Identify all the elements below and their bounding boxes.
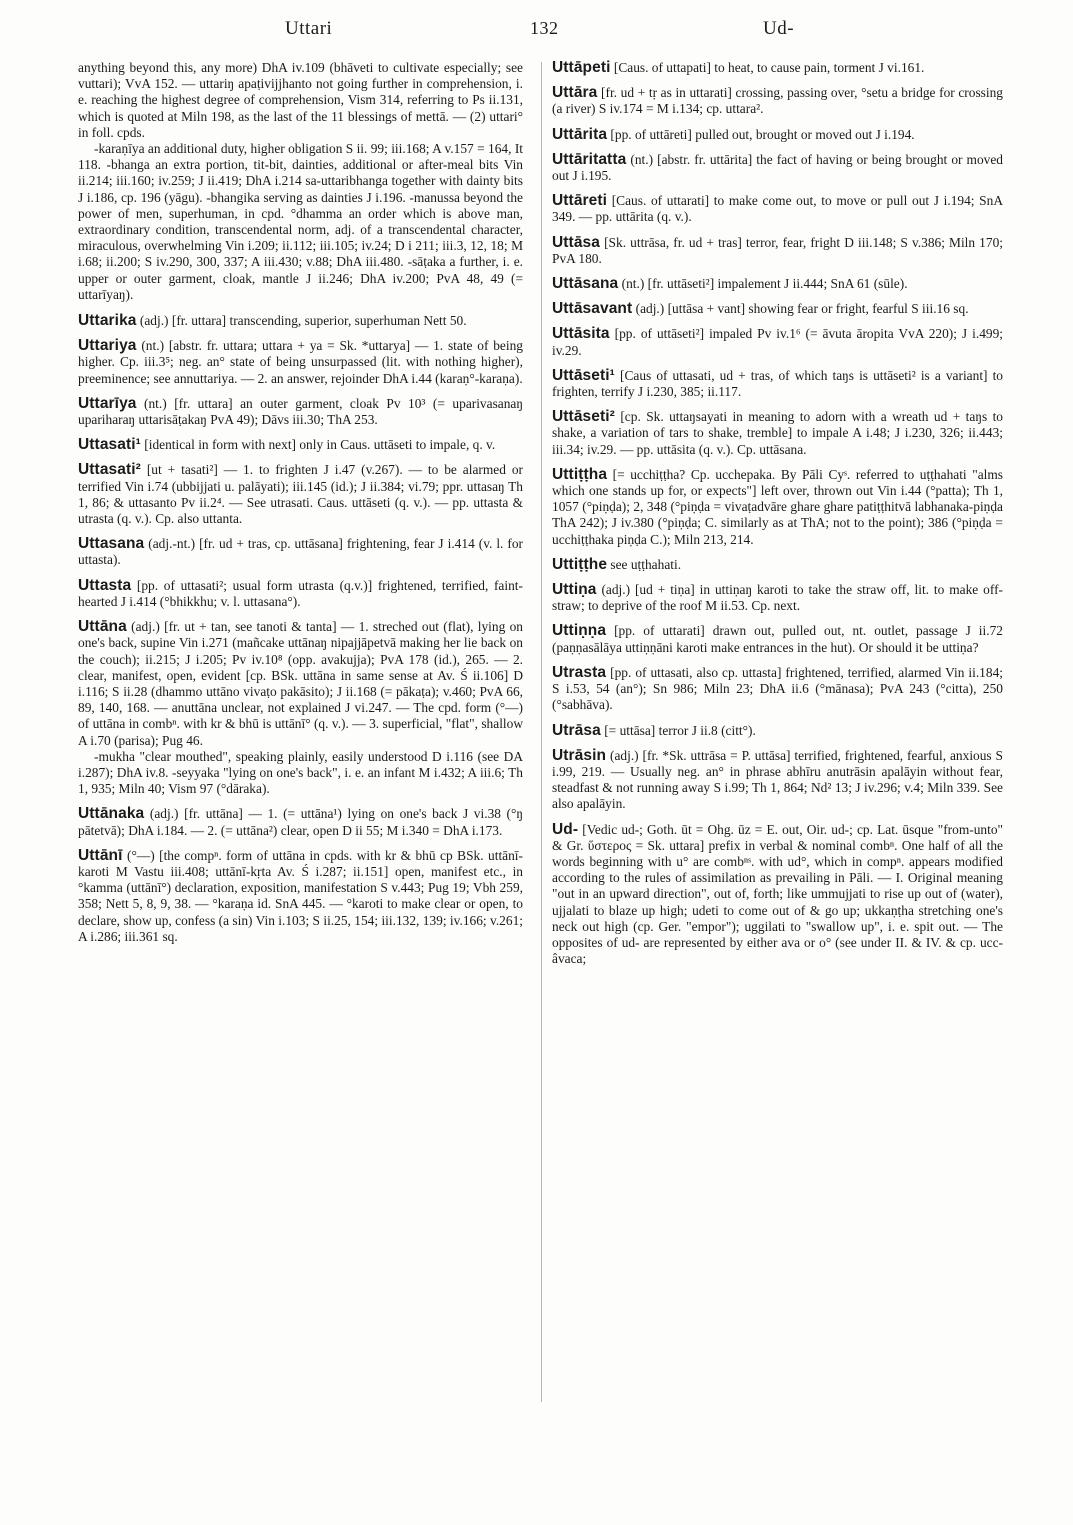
headword: Uttāritatta bbox=[552, 150, 627, 168]
entry-text: [Caus of uttasati, ud + tras, of which taŋs is uttāseti² is a variant] to frighten, terrify J i.230, 385; ii.117. bbox=[552, 367, 1003, 400]
headword: Uttāreti bbox=[552, 192, 608, 210]
headword: Uttārita bbox=[552, 125, 608, 143]
entry-text: [= ucchiṭṭha? Cp. ucchepaka. By Pāli Cyˢ. referred to uṭṭhahati "alms which one stands up for, or expects"] left over, thrown out Vin i.44 (°patta); Th 1, 1057 (°piṇḍa); 2, 348 (°piṇḍa = vivaṭadvāre ghare ghare patiṭṭhitvā labhanaka-piṇḍa ThA 242); J iv.380 (°piṇḍa; C. similarly as at ThA; not to the point); 386 (°piṇḍa = ucchiṭṭhaka piṇḍa C.); Miln 213, 214. bbox=[552, 466, 1003, 547]
entry-text: (adj.) [fr. ut + tan, see tanoti & tanta] — 1. streched out (flat), lying on one's back, supine Vin i.271 (mañcake uttānaŋ nipajjāpetvā making her lie back on the couch); ii.215; J i.205; Pv iv.10⁸ (opp. avakujja); PvA 178 (id.), 265. — 2. clear, manifest, open, evident [cp. BSk. uttāna in same sense at Av. Ś ii.106] D i.116; S ii.28 (dhammo uttāno vivaṭo pakāsito); J ii.168 (= pākaṭa); v.460; PvA 66, 89, 140, 168. — anuttāna unclear, not explained J vi.247. — The cpd. form (°—) of uttāna in combⁿ. with kr & bhū is uttānī° (q. v.). — 3. superficial, "flat", shallow A i.70 (parisa); Pug 46. bbox=[78, 619, 523, 748]
entry-text: [Caus. of uttarati] to make come out, to move or pull out J i.194; SnA 349. — pp. uttārita (q. v.). bbox=[552, 193, 1003, 225]
dictionary-entry bbox=[78, 396, 523, 428]
headword: Utrāsin bbox=[552, 746, 607, 764]
entry-text: [pp. of uttasati²; usual form utrasta (q.v.)] frightened, terrified, faint-hearted J i.414 (°bhikkhu; v. l. uttasana°). bbox=[78, 577, 523, 609]
entry-text: [pp. of uttāreti] pulled out, brought or moved out J i.194. bbox=[610, 126, 915, 142]
headword: Uttāsa bbox=[552, 233, 600, 251]
dictionary-entry bbox=[552, 582, 1003, 614]
entry-text: [= uttāsa] terror J ii.8 (citt°). bbox=[604, 722, 756, 738]
dictionary-entry bbox=[552, 276, 1003, 292]
entry-text: [Sk. uttrāsa, fr. ud + tras] terror, fear, fright D iii.148; S v.386; Miln 170; PvA 180. bbox=[552, 234, 1003, 266]
headword: Uttiṭṭhe bbox=[552, 555, 608, 573]
dictionary-entry bbox=[78, 60, 523, 303]
headword: Uttiṭṭha bbox=[552, 465, 608, 483]
entry-text: [Caus. of uttapati] to heat, to cause pain, torment J vi.161. bbox=[613, 60, 925, 75]
dictionary-entry bbox=[552, 193, 1003, 225]
dictionary-entry bbox=[78, 437, 523, 453]
header-left-guideword: Uttari bbox=[285, 18, 333, 39]
headword: Uttarika bbox=[78, 312, 137, 330]
headword: Uttasana bbox=[78, 535, 145, 553]
entry-text: (adj.) [ud + tiṇa] in uttiṇaŋ karoti to take the straw off, lit. to make off-straw; to deprive of the roof M ii.53. Cp. next. bbox=[552, 582, 1003, 614]
headword: Uttasati² bbox=[78, 461, 141, 479]
dictionary-entry bbox=[78, 806, 523, 838]
entry-subentries: -karaṇīya an additional duty, higher obligation S ii. 99; iii.168; A v.157 = 164, It 118. -bhanga an extra portion, tit-bit, dainties, additional or after-meal bits Vin ii.214; iii.160; iv.259; J ii.419; DhA i.214 sa-uttaribhanga together with dainty bits J i.186, cp. 196 (yāgu). -bhangika serving as dainties J i.196. -manussa beyond the power of men, superhuman, in cpd. °dhamma an order which is above man, extraordinary condition, transcendental norm, adj. of a transcendental character, miraculous, overwhelming Vin i.209; ii.112; iii.105; iv.24; D i 211; iii.3, 12, 18; M i.68; ii.200; S iv.290, 300, 337; A iii.430; v.88; DhA iii.480. -sāṭaka a further, i. e. upper or outer garment, cloak, mantle J ii.246; DhA iv.200; PvA 48, 49 (= uttarīyaŋ). bbox=[78, 141, 523, 302]
headword: Uttāpeti bbox=[552, 59, 611, 76]
page-number: 132 bbox=[530, 18, 559, 38]
dictionary-entry bbox=[552, 623, 1003, 655]
headword: Uttiṇa bbox=[552, 581, 597, 599]
dictionary-entry bbox=[552, 409, 1003, 458]
dictionary-entry bbox=[552, 723, 1003, 739]
entry-text: [pp. of uttarati] drawn out, pulled out, nt. outlet, passage J ii.72 (paṇṇasālāya uttiṇṇāni karoti make entrances in the hut). Or should it be uttiṇa? bbox=[552, 623, 1003, 655]
dictionary-entry bbox=[78, 619, 523, 797]
entry-text: [identical in form with next] only in Caus. uttāseti to impale, q. v. bbox=[144, 437, 496, 453]
entry-text: anything beyond this, any more) DhA iv.109 (bhāveti to cultivate especially; see vuttari); VvA 152. — uttariŋ apaṭivijjhanto not going further in comprehension, i. e. reaching the highest degree of comprehension, Vism 314, referring to Ps ii.131, which is quoted at Miln 198, as the last of the 11 blessings of mettā. — (2) uttari° in foll. cpds. bbox=[78, 60, 523, 140]
entry-text: (adj.) [fr. *Sk. uttrāsa = P. uttāsa] terrified, frightened, fearful, anxious S i.99, 219. — Usually neg. an° in phrase abhīru anutrāsin apalāyin without fear, steadfast & not running away S i.99; Th 1, 864; Nd² 13; J iv.296; v.4; Miln 339. See also apalāyin. bbox=[552, 747, 1003, 812]
headword: Uttāseti² bbox=[552, 408, 615, 426]
dictionary-entry bbox=[552, 368, 1003, 400]
dictionary-entry bbox=[78, 848, 523, 945]
dictionary-entry bbox=[78, 462, 523, 527]
entry-text: [cp. Sk. uttaŋsayati in meaning to adorn with a wreath ud + taŋs to shake, a variation of tars to shake, tremble] to impale A i.48; J i.230, 326; ii.443; iii.34; iv.29. — pp. uttāsita (q. v.). Cp. uttāsana. bbox=[552, 409, 1004, 457]
headword: Uttāsana bbox=[552, 275, 619, 293]
entry-text: [Vedic ud-; Goth. ūt = Ohg. ūz = E. out, Oir. ud-; cp. Lat. ūsque "from-unto" & Gr. ὕστερος = Sk. uttara] prefix in verbal & nominal combⁿ. One half of all the words beginning with u° are combⁿˢ. with ud°, which in compⁿ. appears modified according to the rules of assimilation as prevailing in Pāli. — I. Original meaning "out in an upward direction", out of, forth; like ummujjati to rise up out of (water), ujjalati to blaze up high; udeti to come out of & go up; ukkaṇṭha stretching one's neck out high (cp. Ger. "empor"); uggilati to "swallow up", i. e. spit out. — The opposites of ud- are represented by either ava or o° (see under II. & IV. & cp. ucc-âvaca; bbox=[552, 821, 1003, 967]
headword: Uttāsita bbox=[552, 325, 610, 343]
column-divider bbox=[541, 62, 542, 1402]
headword: Uttasati¹ bbox=[78, 436, 141, 454]
headword: Ud- bbox=[552, 820, 579, 838]
entry-text: (nt.) [fr. uttara] an outer garment, cloak Pv 10³ (= uparivasanaŋ upariharaŋ uttarisāṭakaŋ PvA 49); Dāvs iii.30; ThA 253. bbox=[78, 395, 523, 428]
headword: Uttarīya bbox=[78, 394, 137, 412]
dictionary-entry bbox=[78, 338, 523, 387]
entry-subentries: -mukha "clear mouthed", speaking plainly, easily understood D i.116 (see DA i.287); DhA iv.8. -seyyaka "lying on one's back", i. e. an infant M i.432; A iii.6; Th 1, 935; Miln 40; Vism 97 (°dāraka). bbox=[78, 748, 523, 797]
headword: Uttāseti¹ bbox=[552, 366, 615, 384]
dictionary-entry bbox=[552, 235, 1003, 267]
headword: Uttānaka bbox=[78, 805, 145, 823]
entry-text: (adj.) [fr. uttara] transcending, superior, superhuman Nett 50. bbox=[139, 313, 467, 329]
entry-text: (nt.) [fr. uttāseti²] impalement J ii.444; SnA 61 (sūle). bbox=[621, 276, 908, 292]
headword: Uttāna bbox=[78, 618, 127, 636]
dictionary-entry bbox=[552, 748, 1003, 813]
dictionary-entry bbox=[552, 326, 1003, 358]
entry-text: (°—) [the compⁿ. form of uttāna in cpds. with kr & bhū cp BSk. uttānī-karoti M Vastu iii.408; uttānī-kṛta Av. Ś i.287; ii.151] open, manifest etc., in °kamma (uttānī°) declaration, exposition, manifestation S v.443; Pug 19; Vbh 259, 358; Nett 5, 8, 9, 38. — °karaṇa id. SnA 445. — °karoti to make clear or open, to declare, show up, confess (a sin) Vin i.103; S ii.25, 154; iii.132, 139; iv.166; v.261; A i.286; iii.361 sq. bbox=[78, 847, 523, 944]
entry-text: (adj.-nt.) [fr. ud + tras, cp. uttāsana] frightening, fear J i.414 (v. l. for uttasta). bbox=[78, 536, 523, 568]
entry-text: see uṭṭhahati. bbox=[610, 556, 682, 572]
headword: Uttariya bbox=[78, 337, 137, 355]
header-right-guideword: Ud- bbox=[763, 18, 795, 39]
entry-text: [pp. of uttasati, also cp. uttasta] frightened, terrified, alarmed Vin ii.184; S i.53, 54 (an°); Sn 986; Miln 23; DhA ii.6 (°mānasa); PvA 243 (°citta), 250 (°sabhāva). bbox=[552, 664, 1003, 713]
dictionary-entry bbox=[552, 557, 1003, 573]
left-column bbox=[78, 60, 523, 954]
headword: Uttāsavant bbox=[552, 300, 633, 318]
dictionary-entry bbox=[552, 127, 1003, 143]
headword: Uttasta bbox=[78, 576, 132, 594]
dictionary-entry bbox=[78, 578, 523, 610]
entry-text: (nt.) [abstr. fr. uttara; uttara + ya = Sk. *uttarya] — 1. state of being higher. Cp. iii.3⁵; neg. an° state of being unsurpassed (lit. with nothing higher), preeminence; see annuttariya. — 2. an answer, rejoinder DhA i.44 (karaṇ°-karaṇa). bbox=[78, 338, 523, 386]
dictionary-entry bbox=[552, 152, 1003, 184]
right-column bbox=[552, 60, 1003, 976]
dictionary-entry bbox=[78, 313, 523, 329]
entry-text: (adj.) [uttāsa + vant] showing fear or fright, fearful S iii.16 sq. bbox=[635, 301, 969, 317]
dictionary-entry bbox=[552, 60, 1003, 76]
entry-text: (adj.) [fr. uttāna] — 1. (= uttāna¹) lying on one's back J vi.38 (°ŋ pātetvā); DhA i.184. — 2. (= uttāna²) clear, open D ii 55; M i.340 = DhA i.173. bbox=[78, 806, 523, 838]
running-header bbox=[80, 18, 1010, 48]
headword: Utrāsa bbox=[552, 721, 601, 739]
entry-text: [fr. ud + tṛ as in uttarati] crossing, passing over, °setu a bridge for crossing (a river) S iv.174 = M i.134; cp. uttara². bbox=[552, 85, 1003, 117]
headword: Uttāra bbox=[552, 84, 598, 102]
dictionary-entry bbox=[78, 536, 523, 568]
dictionary-entry bbox=[552, 85, 1003, 117]
dictionary-entry bbox=[552, 822, 1003, 968]
entry-text: [ut + tasati²] — 1. to frighten J i.47 (v.267). — to be alarmed or terrified Vin i.74 (ubbijjati u. palāyati); iii.145 (id.); J ii.384; vi.79; ppr. uttasaŋ Th 1, 86; & uttasanto Pv ii.2⁴. — See utrasati. Caus. uttāseti (q. v.). — pp. uttasta & utrasta (q. v.). Cp. also uttanta. bbox=[78, 462, 523, 527]
entry-text: [pp. of uttāseti²] impaled Pv iv.1⁶ (= āvuta āropita VvA 220); J i.499; iv.29. bbox=[552, 326, 1003, 358]
entry-text: (nt.) [abstr. fr. uttārita] the fact of having or being brought or moved out J i.195. bbox=[552, 151, 1003, 184]
dictionary-entry bbox=[552, 467, 1003, 548]
dictionary-entry bbox=[552, 301, 1003, 317]
dictionary-entry bbox=[552, 665, 1003, 714]
headword: Uttiṇṇa bbox=[552, 622, 607, 640]
headword: Uttānī bbox=[78, 846, 123, 864]
headword: Utrasta bbox=[552, 663, 607, 681]
